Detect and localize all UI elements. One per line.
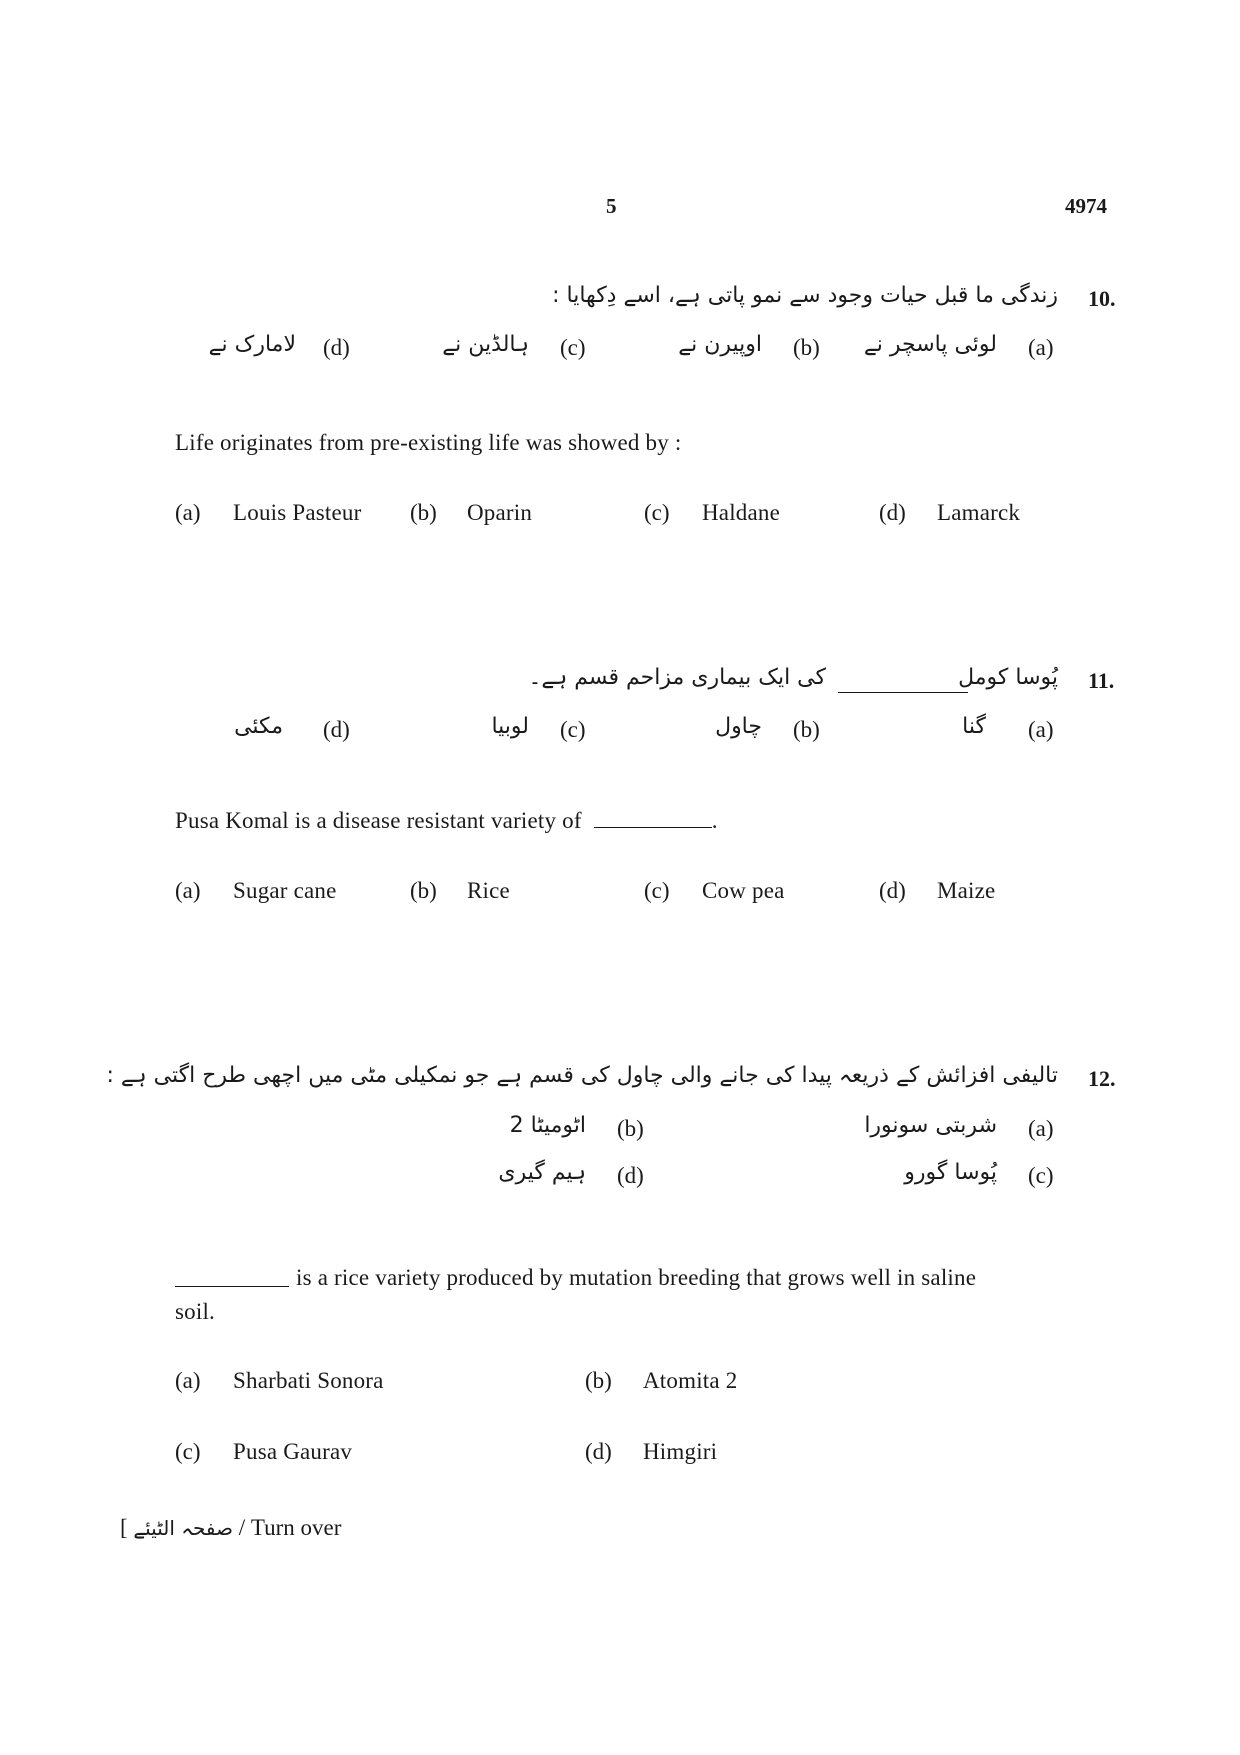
option-text: Atomita 2: [643, 1368, 738, 1393]
option-label: (a): [175, 1368, 201, 1393]
option-label: (a): [1028, 1116, 1054, 1141]
urdu-option-text: پُوسا گورو: [904, 1160, 997, 1185]
option-label: (d): [323, 335, 350, 360]
urdu-option-text: گنا: [962, 714, 986, 739]
urdu-option-text: لوبیا: [491, 714, 529, 739]
option-text: Rice: [467, 878, 510, 903]
option-label: (d): [879, 500, 906, 525]
option-text: Louis Pasteur: [233, 500, 362, 525]
english-stem: [175, 808, 718, 834]
urdu-option-text: مکئی: [234, 714, 283, 739]
option-text: Sharbati Sonora: [233, 1368, 384, 1393]
question-number: 11.: [1088, 668, 1115, 693]
option-label: (b): [793, 717, 820, 742]
option-label: (c): [560, 717, 586, 742]
option-text: Oparin: [467, 500, 533, 525]
footer-english: Turn over: [250, 1515, 342, 1540]
option-label: (c): [644, 500, 670, 525]
english-stem: Life originates from pre-existing life was showed by :: [175, 430, 682, 455]
english-stem-line1: is a rice variety produced by mutation breeding that grows well in saline: [296, 1265, 977, 1290]
question-number: 10.: [1088, 286, 1116, 311]
english-stem-text: Pusa Komal is a disease resistant variety of: [175, 808, 582, 833]
option-label: (c): [644, 878, 670, 903]
english-stem-end: .: [711, 808, 718, 833]
option-text: Lamarck: [937, 500, 1021, 525]
option-label: (a): [175, 500, 201, 525]
option-label: (b): [410, 500, 437, 525]
urdu-stem-end: کی ایک بیماری مزاحم قسم ہے۔: [528, 665, 826, 690]
option-label: (c): [175, 1439, 201, 1464]
question-number: 12.: [1088, 1066, 1116, 1091]
turn-over-note: [120, 1515, 341, 1541]
option-label: (c): [560, 335, 586, 360]
option-text: Sugar cane: [233, 878, 337, 903]
urdu-option-text: لوئی پاسچر نے: [863, 332, 997, 357]
english-blank-line: [175, 1264, 289, 1287]
urdu-option-text: شربتی سونورا: [864, 1113, 997, 1138]
urdu-stem: تالیفی افزائش کے ذریعہ پیدا کی جانے والی چاول کی قسم ہے جو نمکیلی مٹی میں اچھی طرح اگتی ہے :: [106, 1063, 1058, 1088]
option-text: Haldane: [702, 500, 781, 525]
option-label: (b): [585, 1368, 612, 1393]
option-label: (a): [175, 878, 201, 903]
urdu-option-text: ہالڈین نے: [442, 332, 529, 357]
urdu-stem: زندگی ما قبل حیات وجود سے نمو پاتی ہے، اسے دِکھایا :: [552, 283, 1058, 308]
urdu-stem-start: پُوسا کومل: [958, 665, 1058, 690]
urdu-option-text: لامارک نے: [208, 332, 296, 357]
option-label: (d): [879, 878, 906, 903]
footer-bracket: [: [120, 1515, 128, 1540]
urdu-option-text: اوپیرن نے: [678, 332, 762, 357]
option-text: Himgiri: [643, 1439, 718, 1464]
option-label: (d): [323, 717, 350, 742]
urdu-option-text: ہیم گیری: [498, 1160, 586, 1185]
option-label: (a): [1028, 717, 1054, 742]
page-number: 5: [606, 194, 617, 218]
option-label: (b): [793, 335, 820, 360]
english-blank-line: [594, 809, 712, 828]
option-label: (a): [1028, 335, 1054, 360]
option-label: (b): [410, 878, 437, 903]
option-text: Cow pea: [702, 878, 785, 903]
english-stem-line2: soil.: [175, 1299, 215, 1324]
option-label: (d): [617, 1163, 644, 1188]
urdu-option-text: اٹومیٹا 2: [509, 1113, 586, 1138]
urdu-option-text: چاول: [715, 714, 762, 739]
option-label: (d): [585, 1439, 612, 1464]
option-text: Maize: [937, 878, 996, 903]
option-label: (b): [617, 1116, 644, 1141]
paper-code: 4974: [1065, 194, 1107, 218]
urdu-blank-line: [838, 668, 968, 693]
option-text: Pusa Gaurav: [233, 1439, 353, 1464]
footer-urdu: صفحہ الٹیئے: [133, 1516, 233, 1540]
footer-separator: /: [238, 1515, 246, 1540]
option-label: (c): [1028, 1163, 1054, 1188]
